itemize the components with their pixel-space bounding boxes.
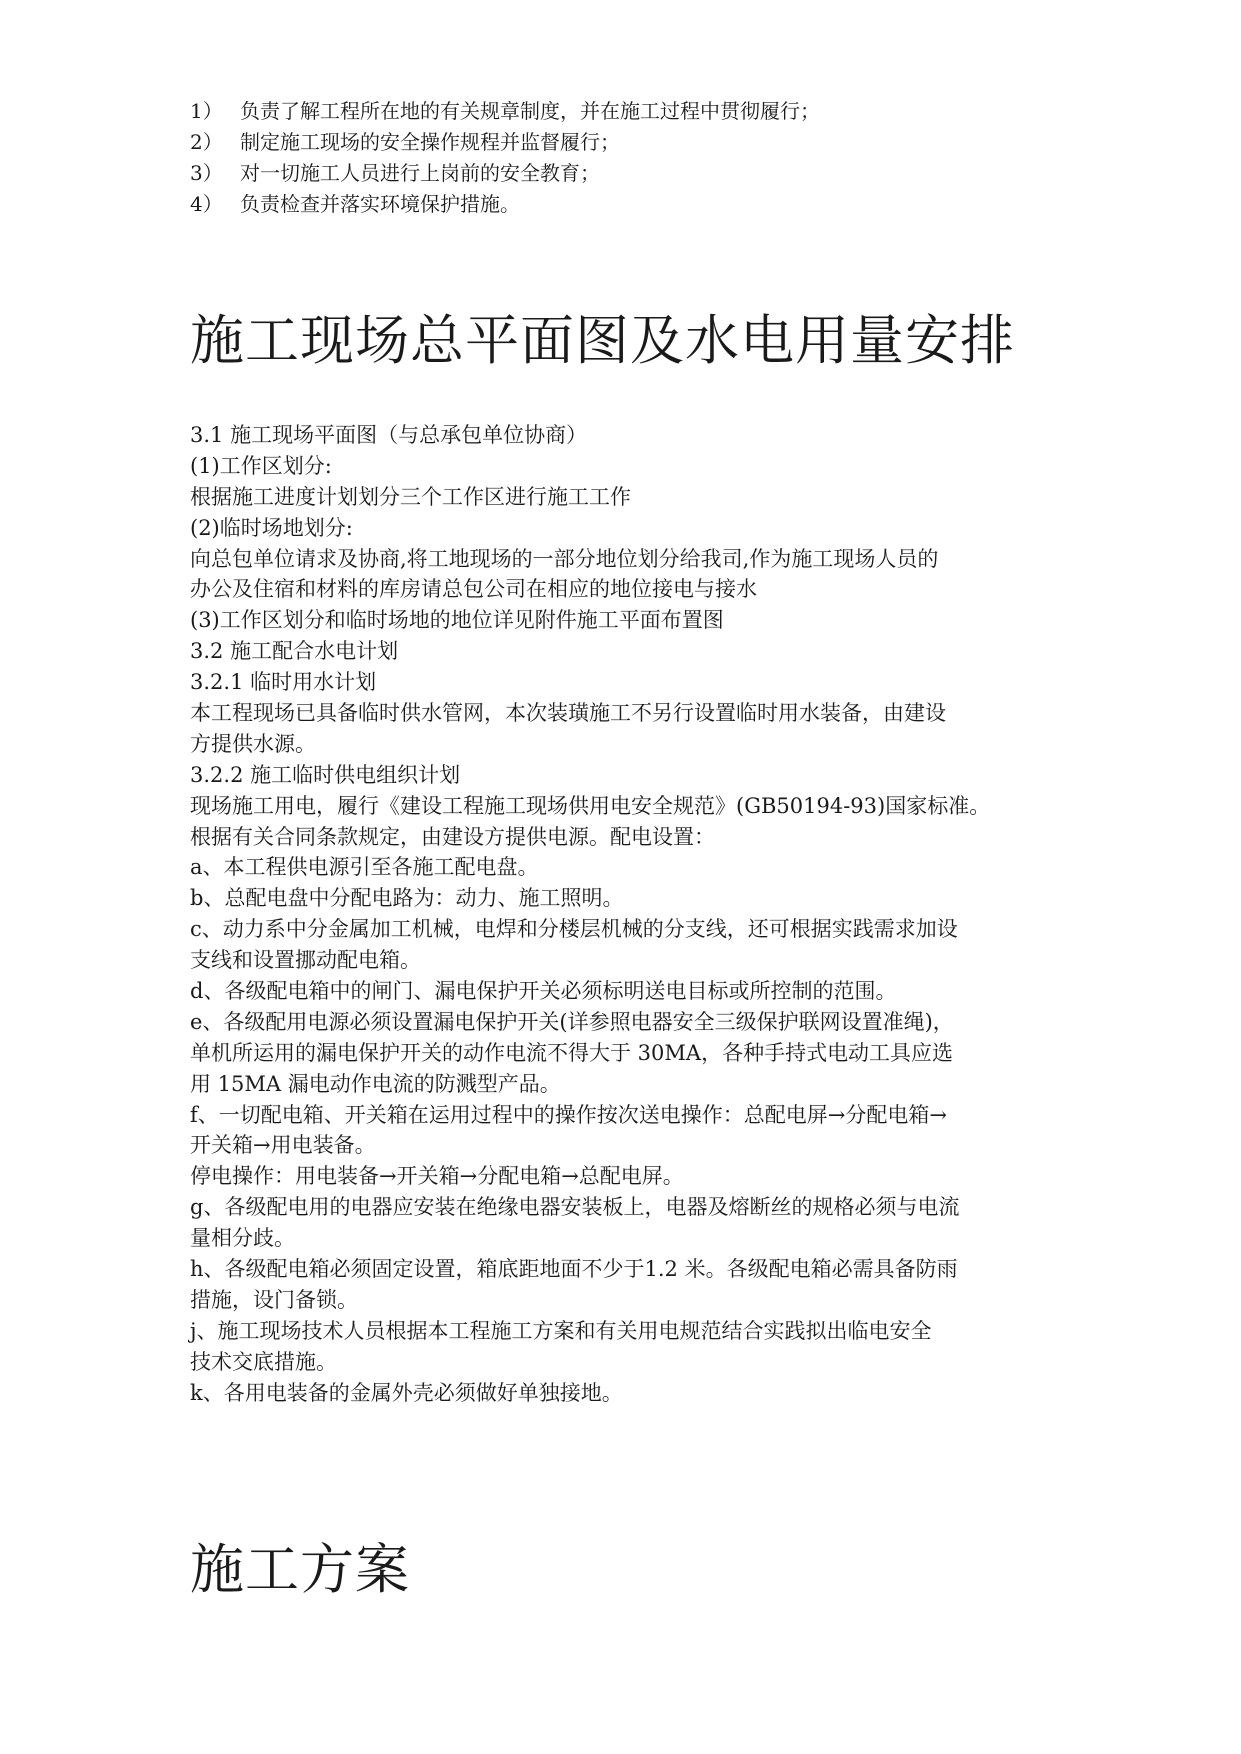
paragraph-line: 根据有关合同条款规定，由建设方提供电源。配电设置： bbox=[190, 824, 715, 849]
paragraph-line: 支线和设置挪动配电箱。 bbox=[190, 948, 421, 973]
paragraph-line: d、各级配电箱中的闸门、漏电保护开关必须标明送电目标或所控制的范围。 bbox=[190, 979, 897, 1004]
paragraph-line: 停电操作：用电装备→开关箱→分配电箱→总配电屏。 bbox=[190, 1164, 684, 1189]
paragraph-line: 向总包单位请求及协商,将工地现场的一部分地位划分给我司,作为施工现场人员的 bbox=[190, 546, 939, 571]
section-heading: 施工现场总平面图及水电用量安排 bbox=[190, 309, 1015, 372]
responsibility-list bbox=[190, 96, 1090, 220]
paragraph-line: 用 15MA 漏电动作电流的防溅型产品。 bbox=[190, 1071, 561, 1096]
paragraph-line: e、各级配用电源必须设置漏电保护开关(详参照电器安全三级保护联网设置准绳)， bbox=[190, 1009, 954, 1034]
paragraph-line: (3)工作区划分和临时场地的地位详见附件施工平面布置图 bbox=[190, 608, 724, 633]
paragraph-line: (1)工作区划分: bbox=[190, 453, 332, 478]
paragraph-line: 现场施工用电，履行《建设工程施工现场供用电安全规范》(GB50194-93)国家标准。 bbox=[190, 793, 991, 818]
paragraph-line: g、各级配电用的电器应安装在绝缘电器安装板上，电器及熔断丝的规格必须与电流 bbox=[190, 1195, 960, 1220]
paragraph-line: 方提供水源。 bbox=[190, 731, 316, 756]
list-item-text: 负责检查并落实环境保护措施。 bbox=[240, 192, 520, 216]
paragraph-line: k、各用电装备的金属外壳必须做好单独接地。 bbox=[190, 1380, 623, 1405]
section-body bbox=[190, 420, 1090, 1409]
list-item-number: 2） bbox=[190, 130, 223, 154]
list-item-text: 负责了解工程所在地的有关规章制度，并在施工过程中贯彻履行； bbox=[240, 99, 820, 123]
list-item-text: 制定施工现场的安全操作规程并监督履行； bbox=[240, 130, 620, 154]
paragraph-line: 3.2.2 施工临时供电组织计划 bbox=[190, 762, 461, 787]
paragraph-line: 开关箱→用电装备。 bbox=[190, 1133, 376, 1158]
paragraph-line: 3.1 施工现场平面图（与总承包单位协商） bbox=[190, 423, 588, 447]
list-item-number: 3） bbox=[190, 161, 223, 185]
paragraph-line: (2)临时场地划分: bbox=[190, 515, 353, 540]
paragraph-line: j、施工现场技术人员根据本工程施工方案和有关用电规范结合实践拟出临电安全 bbox=[190, 1318, 932, 1343]
section-heading: 施工方案 bbox=[190, 1538, 410, 1601]
list-item bbox=[190, 158, 1090, 189]
paragraph-line: 本工程现场已具备临时供水管网，本次装璜施工不另行设置临时用水装备，由建设 bbox=[190, 701, 946, 726]
paragraph-line: 3.2.1 临时用水计划 bbox=[190, 670, 377, 695]
list-item bbox=[190, 96, 1090, 127]
paragraph-line: 单机所运用的漏电保护开关的动作电流不得大于 30MA，各种手持式电动工具应选 bbox=[190, 1040, 954, 1065]
paragraph-line: 技术交底措施。 bbox=[190, 1349, 337, 1374]
list-item-number: 4） bbox=[190, 192, 223, 216]
list-item bbox=[190, 189, 1090, 220]
paragraph-line: f、一切配电箱、开关箱在运用过程中的操作按次送电操作：总配电屏→分配电箱→ bbox=[190, 1102, 947, 1127]
paragraph-line: c、动力系中分金属加工机械，电焊和分楼层机械的分支线，还可根据实践需求加设 bbox=[190, 917, 958, 942]
paragraph-line: 根据施工进度计划划分三个工作区进行施工工作 bbox=[190, 484, 631, 509]
paragraph-line: 措施，设门备锁。 bbox=[190, 1287, 358, 1312]
list-item bbox=[190, 127, 1090, 158]
paragraph-line: b、总配电盘中分配电路为：动力、施工照明。 bbox=[190, 886, 624, 911]
list-item-number: 1） bbox=[190, 99, 223, 123]
paragraph-line: 办公及住宿和材料的库房请总包公司在相应的地位接电与接水 bbox=[190, 577, 757, 602]
paragraph-line: 量相分歧。 bbox=[190, 1226, 295, 1251]
paragraph-line: 3.2 施工配合水电计划 bbox=[190, 639, 399, 664]
paragraph-line: a、本工程供电源引至各施工配电盘。 bbox=[190, 855, 539, 880]
list-item-text: 对一切施工人员进行上岗前的安全教育； bbox=[240, 161, 600, 185]
paragraph-line: h、各级配电箱必须固定设置，箱底距地面不少于1.2 米。各级配电箱必需具备防雨 bbox=[190, 1257, 958, 1282]
